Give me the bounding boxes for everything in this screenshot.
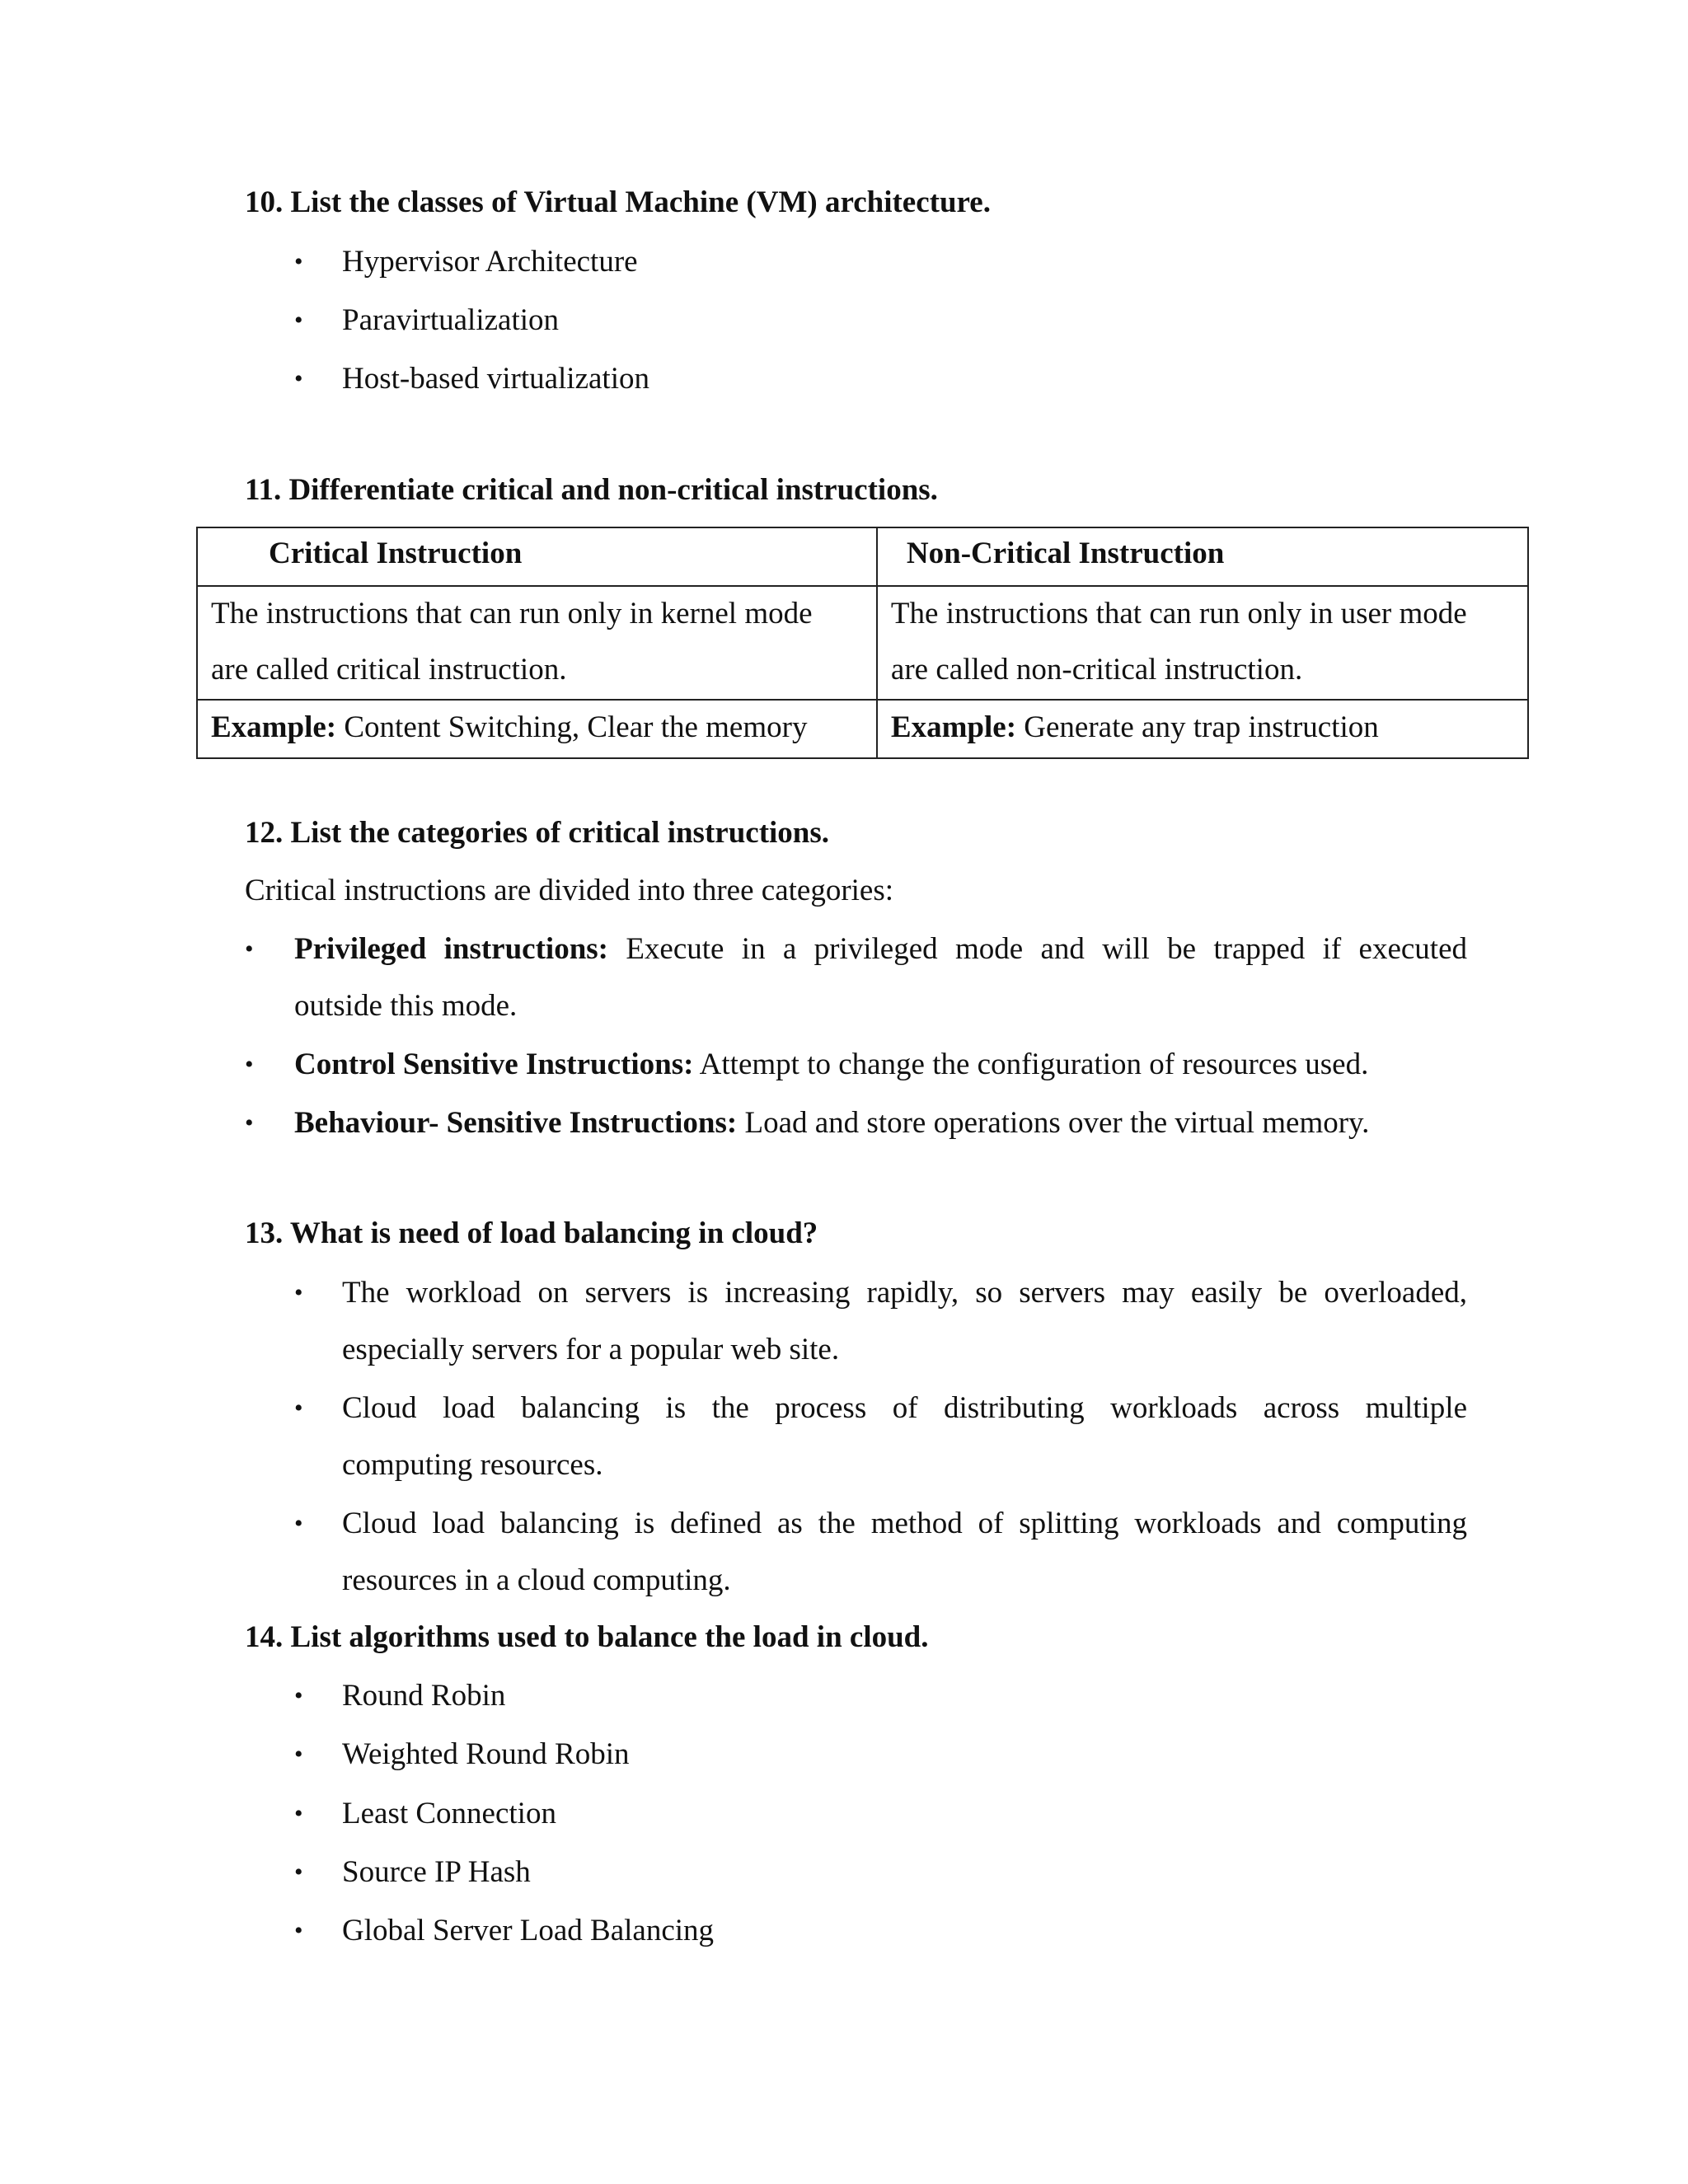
q12-item-2 (294, 1045, 1368, 1085)
table-header-row (197, 527, 1528, 586)
bullet-icon: • (294, 1510, 303, 1537)
table-header-cell (197, 527, 877, 586)
q12-item-3 (294, 1104, 1369, 1143)
q13-item-2-line2: computing resources. (342, 1448, 603, 1482)
bullet-icon: • (294, 1858, 303, 1886)
q12-intro: Critical instructions are divided into three categories: (245, 874, 894, 907)
cell-text: The instructions that can run only in kernel mode (211, 597, 813, 630)
q10-heading: 10. List the classes of Virtual Machine (VM) architecture. (245, 185, 991, 219)
q13-item-3-line2: resources in a cloud computing. (342, 1563, 731, 1597)
table-row (197, 700, 1528, 758)
example-text: Generate any trap instruction (1016, 710, 1379, 744)
bullet-icon: • (294, 248, 303, 275)
q14-item-5: Global Server Load Balancing (342, 1914, 715, 1947)
table-cell (877, 700, 1528, 758)
table-cell (197, 586, 877, 700)
q13-item-1-line2: especially servers for a popular web site. (342, 1333, 840, 1366)
example-label: Example: (890, 710, 1017, 744)
q14-heading: 14. List algorithms used to balance the load in cloud. (245, 1620, 929, 1654)
q12-item-1-line1 (294, 930, 1467, 969)
q10-item-1: Hypervisor Architecture (342, 245, 638, 279)
bullet-icon: • (294, 1800, 303, 1827)
q14-item-2: Weighted Round Robin (342, 1737, 630, 1771)
cell-text: are called critical instruction. (211, 653, 567, 687)
cell-text (211, 708, 807, 748)
bullet-icon: • (294, 1741, 303, 1768)
bullet-icon: • (294, 1279, 303, 1306)
bullet-icon: • (294, 1394, 303, 1422)
header-non-critical: Non-Critical Instruction (906, 537, 1225, 570)
cell-text (891, 708, 1379, 748)
bullet-icon: • (245, 1051, 254, 1078)
bullet-icon: • (294, 1682, 303, 1709)
bullet-icon: • (245, 935, 254, 963)
table-header-cell (877, 527, 1528, 586)
q13-item-3-line1: Cloud load balancing is defined as the method of splitting workloads and computing (342, 1507, 1467, 1540)
cell-text: The instructions that can run only in user mode (890, 597, 1467, 630)
table-cell (877, 586, 1528, 700)
q12-item-text: Execute in a privileged mode and will be trapped if executed (608, 932, 1468, 966)
bullet-icon: • (294, 365, 303, 392)
q13-heading: 13. What is need of load balancing in cloud? (245, 1216, 818, 1250)
q14-item-3: Least Connection (342, 1797, 556, 1830)
q12-item-label: Control Sensitive Instructions: (294, 1047, 694, 1081)
q13-item-2-line1: Cloud load balancing is the process of distributing workloads across multiple (342, 1391, 1467, 1425)
comparison-table (196, 527, 1529, 759)
header-critical: Critical Instruction (269, 537, 523, 570)
q12-heading: 12. List the categories of critical instructions. (245, 816, 830, 850)
bullet-icon: • (294, 307, 303, 334)
example-text: Content Switching, Clear the memory (336, 710, 808, 744)
q12-item-1-line2: outside this mode. (294, 989, 518, 1023)
example-label: Example: (211, 710, 337, 744)
q13-item-1-line1: The workload on servers is increasing rapidly, so servers may easily be overloaded, (342, 1276, 1467, 1310)
cell-text: are called non-critical instruction. (890, 653, 1303, 687)
q12-item-label: Behaviour- Sensitive Instructions: (294, 1106, 738, 1140)
q11-heading: 11. Differentiate critical and non-critical instructions. (245, 473, 938, 507)
table-row (197, 586, 1528, 700)
bullet-icon: • (245, 1109, 254, 1137)
bullet-icon: • (294, 1917, 303, 1944)
q12-item-text: Load and store operations over the virtual memory. (737, 1106, 1370, 1140)
q14-item-4: Source IP Hash (342, 1855, 531, 1889)
q10-item-2: Paravirtualization (342, 303, 560, 337)
q12-item-label: Privileged instructions: (294, 932, 609, 966)
q14-item-1: Round Robin (342, 1679, 506, 1713)
table-cell (197, 700, 877, 758)
q10-item-3: Host-based virtualization (342, 362, 649, 396)
q12-item-text: Attempt to change the configuration of resources used. (693, 1047, 1369, 1081)
